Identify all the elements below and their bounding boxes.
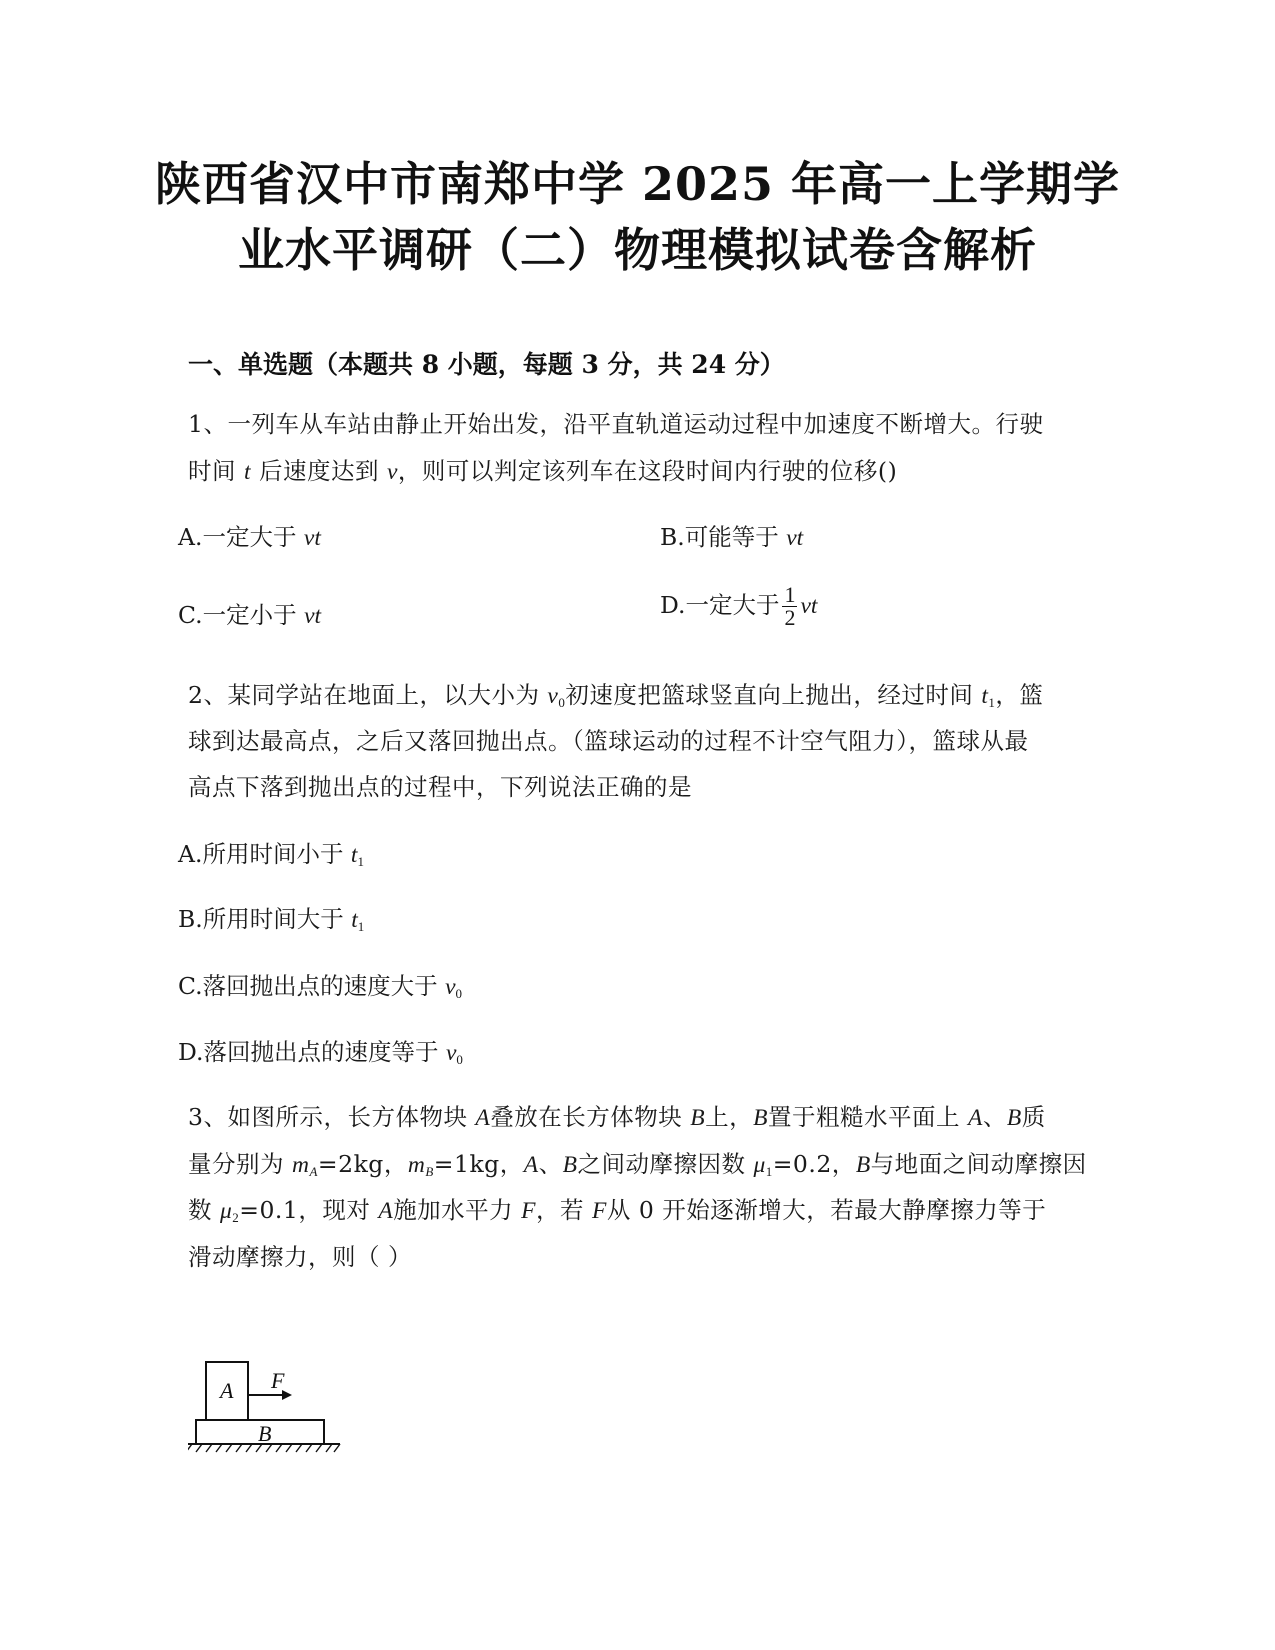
force-label: F: [271, 1368, 285, 1393]
block-a-label: A: [220, 1378, 234, 1403]
block-diagram: [188, 1360, 368, 1470]
q3-stem-line-3: 数 $\mu_2=0.1$，现对 A施加水平力 F，若 F从 0 开始逐渐增大，若最大静摩擦力等于: [188, 1196, 1047, 1225]
q3-stem-line-1: 3、如图所示，长方体物块 A叠放在长方体物块 B上，B置于粗糙水平面上 A、B质: [188, 1103, 1046, 1131]
q1-stem-line-1: 1、一列车从车站由静止开始出发，沿平直轨道运动过程中加速度不断增大。行驶: [188, 410, 1044, 438]
document-title-line-1: 陕西省汉中市南郑中学 2025 年高一上学期学: [154, 157, 1121, 211]
q2-option-c[interactable]: C.落回抛出点的速度大于 $v_0$: [178, 972, 463, 1001]
q2-option-a[interactable]: A.所用时间小于 $t_1$: [178, 840, 364, 869]
q2-stem-line-1: 2、某同学站在地面上，以大小为 $v_0$初速度把篮球竖直向上抛出，经过时间 $t_1$，篮: [188, 681, 1044, 710]
force-arrow: [248, 1368, 292, 1400]
q1-option-d[interactable]: D.一定大于 $\frac{1}{2}$ vt: [660, 582, 818, 630]
q2-option-d[interactable]: D.落回抛出点的速度等于 $v_0$: [178, 1038, 463, 1067]
block-a: [206, 1362, 248, 1420]
q1-option-b[interactable]: B.可能等于 vt: [660, 523, 804, 551]
q2-stem-line-2: 球到达最高点，之后又落回抛出点。（篮球运动的过程不计空气阻力），篮球从最: [188, 727, 1029, 755]
block-b: [196, 1420, 324, 1446]
q1-option-a[interactable]: A.一定大于 vt: [178, 523, 321, 551]
q3-stem-line-2: 量分别为 $m_A=2kg$，$m_B=1kg$，A、B之间动摩擦因数 $\mu_1=0.2$，B与地面之间动摩擦因: [188, 1150, 1087, 1179]
q1-option-c[interactable]: C.一定小于 vt: [178, 601, 322, 629]
q3-stem-line-4: 滑动摩擦力，则（ ）: [188, 1243, 412, 1271]
q1-stem-line-2: 时间 t 后速度达到 v，则可以判定该列车在这段时间内行驶的位移(): [188, 457, 898, 485]
q2-option-b[interactable]: B.所用时间大于 $t_1$: [178, 905, 365, 934]
document-title-line-2: 业水平调研（二）物理模拟试卷含解析: [238, 223, 1037, 277]
q2-stem-line-3: 高点下落到抛出点的过程中，下列说法正确的是: [188, 773, 692, 801]
fraction-one-half: $\frac{1}{2}$: [784, 582, 796, 630]
section-heading-single-choice: 一、单选题（本题共 8 小题，每题 3 分，共 24 分）: [188, 350, 785, 379]
block-b-label: B: [258, 1421, 272, 1446]
